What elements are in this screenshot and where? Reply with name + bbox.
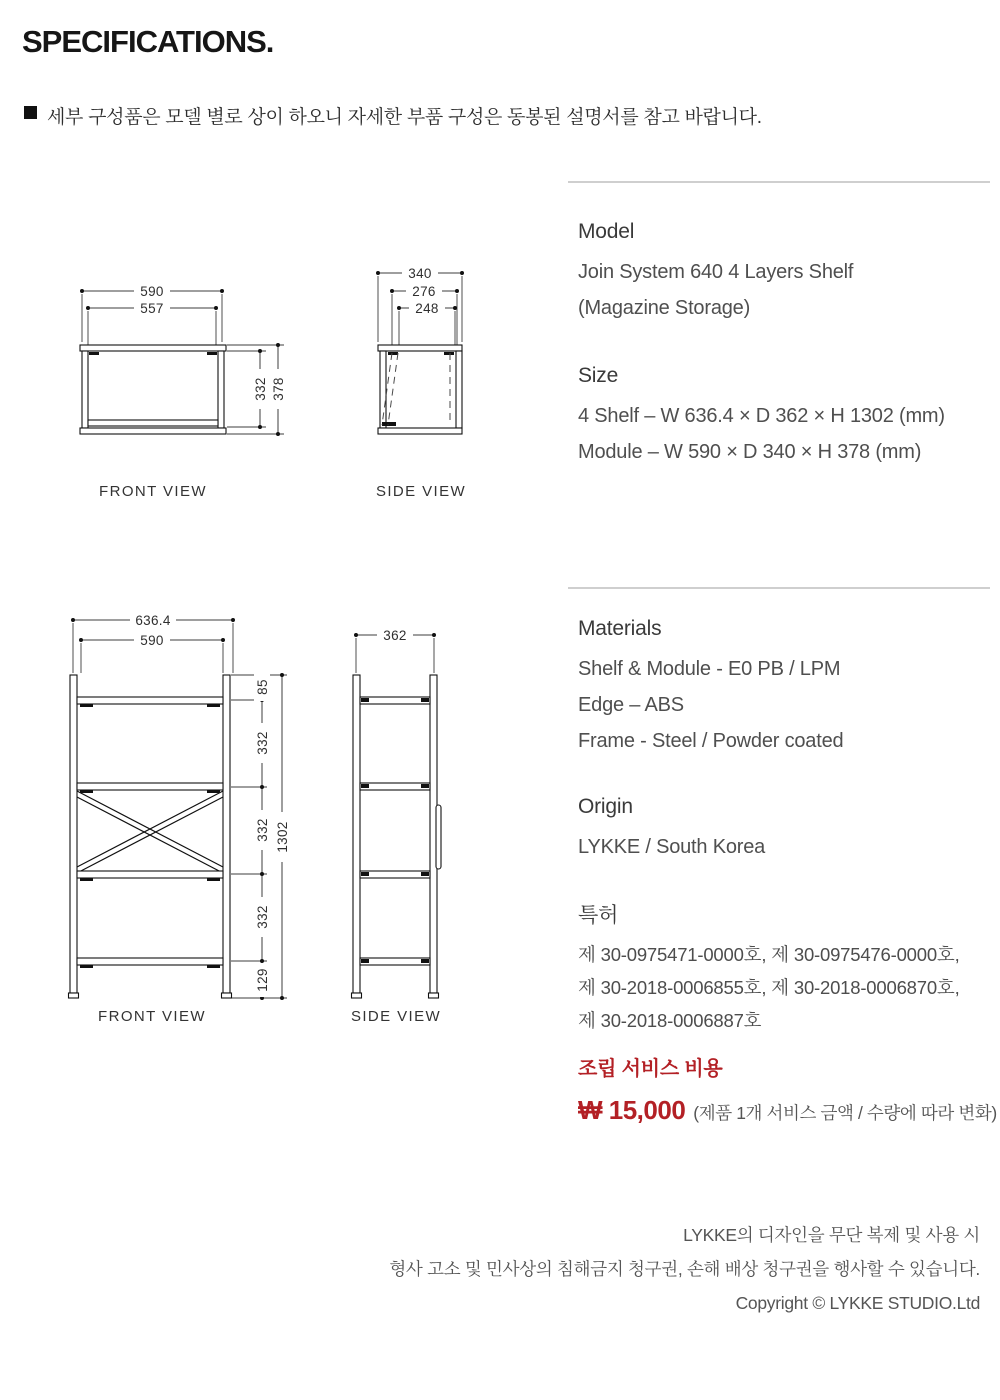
module-front-view-label: FRONT VIEW <box>99 483 207 500</box>
model-line: (Magazine Storage) <box>578 297 751 319</box>
page-title: SPECIFICATIONS. <box>22 24 274 59</box>
shelf-front-view-label: FRONT VIEW <box>98 1008 206 1025</box>
origin-section <box>578 793 765 865</box>
shelf-side-view-label: SIDE VIEW <box>350 1008 442 1025</box>
model-heading: Model <box>578 220 635 243</box>
shelf-front-dimensions <box>71 612 290 1000</box>
module-side-view-label: SIDE VIEW <box>375 483 467 500</box>
size-section <box>578 362 945 470</box>
dim-shelf-seg-2: 332 <box>255 818 270 842</box>
dim-shelf-seg-bottom: 129 <box>255 968 270 992</box>
note-line <box>22 102 762 129</box>
bullet-square-icon <box>24 106 37 119</box>
dim-shelf-seg-3: 332 <box>255 905 270 929</box>
materials-heading: Materials <box>578 617 662 640</box>
size-heading: Size <box>578 364 619 387</box>
module-side-structure <box>378 345 462 434</box>
size-line: 4 Shelf – W 636.4 × D 362 × H 1302 (mm) <box>578 405 945 427</box>
module-side-dimensions <box>376 265 464 347</box>
footer-line: LYKKE의 디자인을 무단 복제 및 사용 시 <box>683 1225 980 1245</box>
divider-top <box>568 181 990 183</box>
dim-shelf-height-total: 1302 <box>275 821 290 853</box>
divider-middle <box>568 587 990 589</box>
footer-copyright: Copyright © LYKKE STUDIO.Ltd <box>735 1293 980 1313</box>
dim-module-width-inner: 557 <box>140 301 164 316</box>
footer-line: 형사 고소 및 민사상의 침해금지 청구권, 손해 배상 청구권을 행사할 수 있습니다. <box>389 1259 980 1279</box>
patent-line: 제 30-2018-0006855호, 제 30-2018-0006870호, <box>578 977 960 998</box>
dim-shelf-seg-top: 85 <box>255 679 270 695</box>
dim-shelf-width-inner: 590 <box>140 633 164 648</box>
dim-shelf-seg-1: 332 <box>255 731 270 755</box>
shelf-side-structure <box>352 675 442 998</box>
origin-line: LYKKE / South Korea <box>578 836 766 858</box>
size-line: Module – W 590 × D 340 × H 378 (mm) <box>578 441 922 463</box>
assembly-service-section <box>578 1056 997 1126</box>
patent-line: 제 30-0975471-0000호, 제 30-0975476-0000호, <box>578 944 960 965</box>
dim-module-width-outer: 590 <box>140 284 164 299</box>
origin-heading: Origin <box>578 795 633 818</box>
shelf-drawing <box>55 600 460 1035</box>
patent-line: 제 30-2018-0006887호 <box>578 1010 762 1031</box>
assembly-service-heading: 조립 서비스 비용 <box>578 1058 723 1080</box>
assembly-price-row <box>578 1095 997 1126</box>
note-text: 세부 구성품은 모델 별로 상이 하오니 자세한 부품 구성은 동봉된 설명서를 참고 바랍니다. <box>47 107 762 128</box>
assembly-price-note: (제품 1개 서비스 금액 / 수량에 따라 변화) <box>693 1103 997 1123</box>
materials-line: Edge – ABS <box>578 694 684 716</box>
dim-module-depth-mid: 276 <box>412 284 436 299</box>
footer <box>389 1218 980 1320</box>
dim-module-depth-inner: 248 <box>415 301 439 316</box>
dim-shelf-width-outer: 636.4 <box>135 613 171 628</box>
patent-section <box>578 902 960 1037</box>
model-line: Join System 640 4 Layers Shelf <box>578 261 854 283</box>
shelf-front-structure <box>69 675 232 998</box>
materials-line: Shelf & Module - E0 PB / LPM <box>578 658 841 680</box>
materials-line: Frame - Steel / Powder coated <box>578 730 844 752</box>
patent-heading: 특허 <box>578 904 619 927</box>
assembly-price: ₩ 15,000 <box>578 1095 686 1125</box>
dim-module-depth-outer: 340 <box>408 266 432 281</box>
module-drawing <box>55 255 485 505</box>
module-front-structure <box>80 345 226 434</box>
materials-section <box>578 615 843 759</box>
shelf-side-dimensions <box>354 627 436 673</box>
module-front-dimensions <box>80 283 286 436</box>
dim-module-height-outer: 378 <box>271 377 286 401</box>
dim-module-height-inner: 332 <box>253 377 268 401</box>
model-section <box>578 218 853 326</box>
dim-shelf-depth-outer: 362 <box>383 628 407 643</box>
